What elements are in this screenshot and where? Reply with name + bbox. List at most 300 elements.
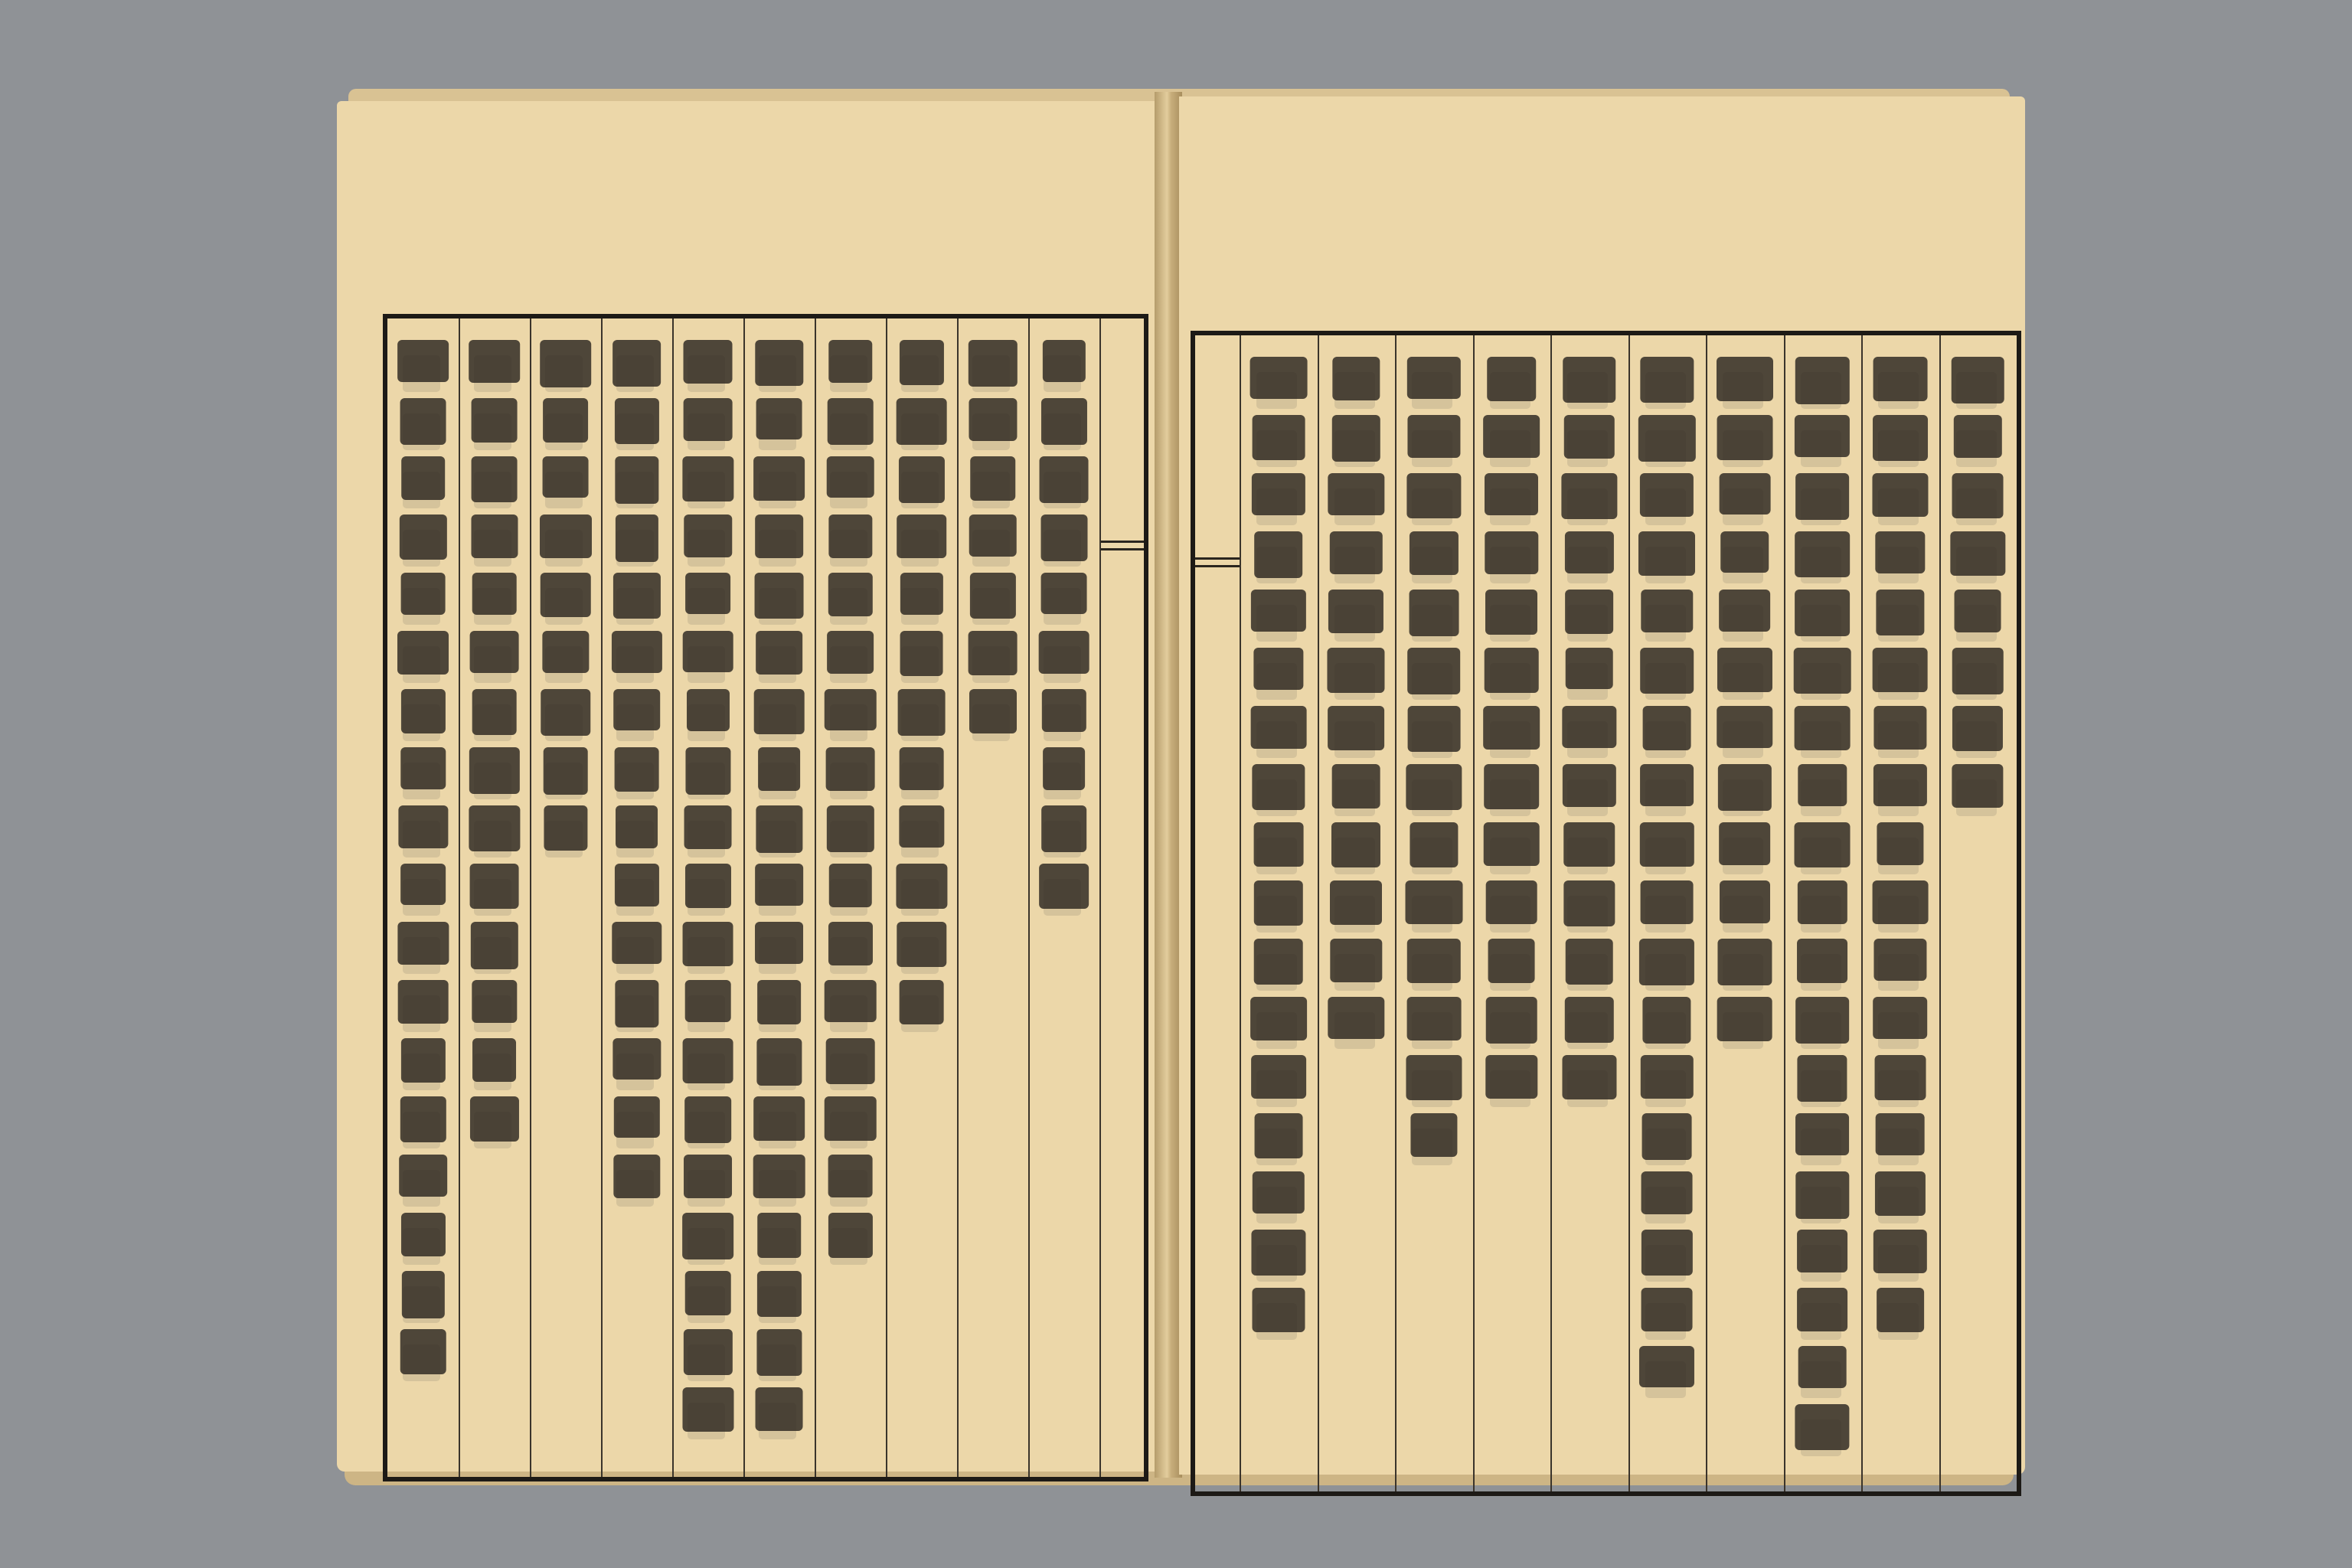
redacted-glyph — [541, 689, 590, 736]
redacted-glyph — [1039, 456, 1089, 503]
redacted-glyph — [1798, 880, 1847, 924]
redacted-glyph — [1407, 939, 1461, 983]
redacted-glyph — [1717, 706, 1773, 748]
redacted-glyph — [684, 805, 732, 849]
redacted-glyph — [1717, 997, 1772, 1041]
redacted-glyph — [1797, 1230, 1847, 1272]
redacted-glyph — [1640, 648, 1694, 694]
text-column — [1395, 335, 1473, 1491]
redacted-glyph — [1565, 997, 1614, 1043]
redacted-glyph — [1484, 764, 1539, 809]
redacted-glyph — [1639, 1346, 1694, 1387]
redacted-glyph — [1565, 590, 1614, 634]
redacted-glyph — [755, 1387, 803, 1431]
redacted-glyph — [1639, 939, 1694, 985]
redacted-glyph — [615, 514, 658, 562]
redacted-glyph — [1641, 1055, 1693, 1099]
redacted-glyph — [684, 864, 730, 908]
redacted-glyph — [400, 689, 445, 733]
redacted-glyph — [757, 1213, 802, 1258]
redacted-glyph — [1720, 880, 1770, 923]
redacted-glyph — [542, 631, 589, 673]
redacted-glyph — [900, 573, 942, 615]
redacted-glyph — [684, 980, 731, 1022]
redacted-glyph — [1251, 1055, 1306, 1099]
redacted-glyph — [684, 1155, 733, 1198]
redacted-glyph — [1485, 648, 1539, 693]
redacted-glyph — [1486, 1055, 1537, 1099]
redacted-glyph — [1254, 1113, 1302, 1158]
redacted-glyph — [542, 456, 589, 498]
redacted-glyph — [755, 864, 804, 906]
redacted-glyph — [1486, 880, 1537, 924]
redacted-glyph — [1642, 590, 1693, 632]
redacted-glyph — [1252, 473, 1305, 515]
redacted-glyph — [1951, 531, 2005, 576]
redacted-glyph — [1332, 764, 1380, 808]
redacted-glyph — [472, 689, 517, 735]
redacted-glyph — [543, 747, 588, 795]
redacted-glyph — [826, 805, 874, 852]
text-column — [1028, 318, 1099, 1477]
redacted-glyph — [1562, 1055, 1616, 1099]
redacted-glyph — [1640, 822, 1694, 867]
redacted-glyph — [683, 398, 733, 441]
text-column — [743, 318, 815, 1477]
redacted-glyph — [469, 747, 519, 794]
redacted-glyph — [1640, 764, 1694, 806]
redacted-glyph — [1407, 706, 1460, 752]
redacted-glyph — [1797, 939, 1847, 983]
redacted-glyph — [1641, 880, 1694, 924]
redacted-glyph — [824, 980, 877, 1022]
text-column — [886, 318, 957, 1477]
fold-separator-line — [1099, 318, 1101, 1477]
redacted-glyph — [1564, 415, 1615, 459]
redacted-glyph — [1563, 357, 1616, 403]
text-column — [1550, 335, 1628, 1491]
text-column — [672, 318, 743, 1477]
fold-marker-line — [1195, 557, 1240, 560]
redacted-glyph — [612, 922, 662, 964]
redacted-glyph — [469, 340, 521, 383]
redacted-glyph — [1483, 415, 1540, 458]
redacted-glyph — [1638, 415, 1695, 462]
redacted-glyph — [400, 398, 446, 445]
redacted-glyph — [1795, 706, 1851, 750]
redacted-glyph — [1332, 415, 1380, 462]
redacted-glyph — [1485, 473, 1538, 515]
redacted-glyph — [1328, 706, 1384, 750]
redacted-glyph — [1040, 398, 1086, 445]
redacted-glyph — [1798, 1346, 1847, 1388]
redacted-glyph — [1562, 706, 1616, 748]
redacted-glyph — [1407, 415, 1460, 458]
redacted-glyph — [1798, 764, 1847, 806]
redacted-glyph — [1795, 1113, 1849, 1155]
left-page-frame — [383, 314, 1148, 1481]
redacted-glyph — [1795, 822, 1851, 867]
redacted-glyph — [1638, 531, 1695, 576]
text-column — [1861, 335, 1939, 1491]
redacted-glyph — [828, 1155, 873, 1197]
redacted-glyph — [682, 922, 733, 966]
redacted-glyph — [1041, 689, 1086, 732]
redacted-glyph — [1877, 1288, 1924, 1332]
redacted-glyph — [615, 456, 658, 504]
redacted-glyph — [897, 514, 947, 558]
redacted-glyph — [1486, 997, 1537, 1044]
redacted-glyph — [828, 922, 872, 965]
redacted-glyph — [1331, 939, 1382, 982]
right-page — [1179, 96, 2025, 1475]
redacted-glyph — [754, 573, 804, 619]
redacted-glyph — [1333, 357, 1380, 400]
redacted-glyph — [540, 340, 592, 387]
redacted-glyph — [826, 456, 874, 498]
redacted-glyph — [1043, 747, 1086, 790]
redacted-glyph — [1795, 357, 1849, 404]
redacted-glyph — [471, 398, 518, 443]
redacted-glyph — [1795, 997, 1849, 1044]
redacted-glyph — [756, 805, 802, 853]
redacted-glyph — [1877, 822, 1923, 865]
redacted-glyph — [1874, 1055, 1926, 1100]
redacted-glyph — [1039, 864, 1089, 909]
redacted-glyph — [1040, 514, 1087, 561]
redacted-glyph — [1563, 764, 1616, 807]
redacted-glyph — [828, 573, 872, 616]
redacted-glyph — [1038, 631, 1089, 674]
redacted-glyph — [1253, 648, 1303, 690]
redacted-glyph — [897, 689, 946, 736]
redacted-glyph — [1795, 1404, 1850, 1450]
redacted-glyph — [757, 980, 802, 1024]
redacted-glyph — [469, 631, 519, 673]
redacted-glyph — [896, 864, 947, 909]
redacted-glyph — [612, 1038, 661, 1080]
redacted-glyph — [1952, 764, 2004, 808]
redacted-glyph — [756, 1271, 801, 1317]
redacted-glyph — [1717, 357, 1773, 401]
redacted-glyph — [827, 398, 874, 445]
redacted-glyph — [1565, 939, 1613, 985]
redacted-glyph — [824, 1096, 877, 1141]
redacted-glyph — [685, 573, 731, 614]
redacted-glyph — [1873, 939, 1926, 981]
redacted-glyph — [1642, 1171, 1693, 1214]
redacted-glyph — [1405, 880, 1462, 924]
redacted-glyph — [686, 689, 729, 731]
redacted-glyph — [1407, 648, 1461, 694]
redacted-glyph — [1952, 706, 2003, 751]
redacted-glyph — [756, 1038, 802, 1086]
redacted-glyph — [1873, 997, 1928, 1039]
redacted-glyph — [1251, 1230, 1305, 1276]
redacted-glyph — [684, 1271, 731, 1315]
redacted-glyph — [1719, 473, 1770, 514]
redacted-glyph — [544, 805, 587, 851]
redacted-glyph — [1643, 706, 1691, 750]
redacted-glyph — [1254, 880, 1303, 926]
redacted-glyph — [612, 573, 660, 619]
redacted-glyph — [1717, 415, 1772, 460]
text-column — [387, 318, 459, 1477]
text-column — [601, 318, 672, 1477]
redacted-glyph — [1795, 415, 1850, 457]
redacted-glyph — [612, 340, 662, 387]
redacted-glyph — [399, 1155, 448, 1197]
redacted-glyph — [397, 340, 449, 382]
redacted-glyph — [968, 340, 1017, 387]
redacted-glyph — [1952, 357, 2004, 403]
fold-label — [1099, 318, 1144, 1477]
redacted-glyph — [1876, 590, 1924, 635]
redacted-glyph — [472, 980, 517, 1023]
redacted-glyph — [1563, 822, 1615, 867]
redacted-glyph — [684, 1096, 732, 1143]
redacted-glyph — [400, 1096, 446, 1142]
redacted-glyph — [755, 514, 804, 558]
redacted-glyph — [1330, 531, 1382, 574]
book-gutter — [1155, 92, 1182, 1478]
redacted-glyph — [1330, 880, 1382, 925]
redacted-glyph — [1485, 590, 1537, 635]
redacted-glyph — [753, 456, 805, 501]
redacted-glyph — [1563, 880, 1615, 926]
redacted-glyph — [1484, 822, 1540, 866]
redacted-glyph — [1487, 357, 1536, 401]
fold-marker-line — [1195, 565, 1240, 567]
redacted-glyph — [1488, 939, 1535, 983]
text-column — [1939, 335, 2017, 1491]
redacted-glyph — [756, 631, 803, 675]
redacted-glyph — [1406, 764, 1462, 810]
redacted-glyph — [1406, 997, 1461, 1040]
redacted-glyph — [614, 747, 659, 792]
redacted-glyph — [899, 747, 944, 790]
redacted-glyph — [683, 1329, 732, 1375]
redacted-glyph — [1561, 473, 1617, 519]
redacted-glyph — [1873, 1230, 1927, 1273]
redacted-glyph — [1719, 822, 1771, 865]
redacted-glyph — [1718, 764, 1772, 811]
redacted-glyph — [1485, 531, 1538, 574]
redacted-glyph — [400, 864, 446, 905]
redacted-glyph — [969, 398, 1017, 441]
redacted-glyph — [1331, 822, 1380, 867]
redacted-glyph — [1252, 1288, 1305, 1332]
redacted-glyph — [614, 398, 658, 444]
redacted-glyph — [1250, 706, 1306, 749]
redacted-glyph — [471, 456, 518, 502]
redacted-glyph — [1040, 573, 1087, 614]
redacted-glyph — [397, 631, 449, 675]
redacted-glyph — [899, 805, 944, 848]
redacted-glyph — [1873, 706, 1926, 750]
redacted-glyph — [1794, 648, 1851, 694]
left-page — [337, 101, 1156, 1472]
redacted-glyph — [755, 922, 804, 964]
redacted-glyph — [828, 340, 872, 383]
redacted-glyph — [472, 1038, 517, 1082]
redacted-glyph — [1406, 1055, 1462, 1100]
redacted-glyph — [400, 1038, 445, 1083]
right-page-frame — [1191, 331, 2021, 1496]
redacted-glyph — [1410, 1113, 1457, 1157]
redacted-glyph — [613, 1096, 659, 1138]
redacted-glyph — [899, 340, 943, 385]
redacted-glyph — [1795, 473, 1849, 520]
redacted-glyph — [1642, 1113, 1692, 1160]
redacted-glyph — [471, 514, 518, 558]
redacted-glyph — [1873, 415, 1928, 461]
redacted-glyph — [1643, 997, 1691, 1044]
redacted-glyph — [613, 1155, 660, 1198]
redacted-glyph — [397, 980, 449, 1024]
redacted-glyph — [897, 922, 946, 967]
redacted-glyph — [1410, 531, 1459, 575]
redacted-glyph — [970, 456, 1016, 501]
redacted-glyph — [1717, 939, 1772, 985]
redacted-glyph — [1641, 357, 1694, 403]
redacted-glyph — [1406, 473, 1461, 518]
redacted-glyph — [1041, 805, 1087, 852]
redacted-glyph — [398, 805, 448, 848]
redacted-glyph — [1328, 997, 1384, 1039]
fold-label — [1195, 335, 1240, 1491]
redacted-glyph — [1954, 415, 2001, 458]
redacted-glyph — [1872, 473, 1928, 517]
redacted-glyph — [827, 631, 874, 674]
text-column — [1240, 335, 1318, 1491]
redacted-glyph — [969, 689, 1017, 733]
redacted-glyph — [758, 747, 801, 791]
redacted-glyph — [1328, 473, 1384, 515]
redacted-glyph — [1407, 357, 1461, 399]
redacted-glyph — [682, 1038, 733, 1083]
redacted-glyph — [401, 456, 446, 500]
redacted-glyph — [1872, 648, 1928, 692]
redacted-glyph — [469, 1096, 518, 1142]
redacted-glyph — [400, 1329, 446, 1374]
redacted-glyph — [685, 747, 730, 795]
redacted-glyph — [397, 922, 449, 965]
text-column — [1318, 335, 1396, 1491]
redacted-glyph — [539, 514, 591, 558]
left-page-columns — [387, 318, 1144, 1477]
redacted-glyph — [756, 398, 802, 439]
redacted-glyph — [1251, 590, 1306, 632]
redacted-glyph — [828, 864, 872, 907]
redacted-glyph — [1795, 590, 1850, 636]
fold-marker-line — [1099, 548, 1144, 550]
redacted-glyph — [1642, 1230, 1692, 1276]
redacted-glyph — [1875, 1171, 1926, 1216]
redacted-glyph — [1328, 648, 1385, 693]
redacted-glyph — [898, 456, 944, 503]
redacted-glyph — [1250, 357, 1307, 399]
redacted-glyph — [1252, 764, 1305, 810]
redacted-glyph — [1410, 822, 1458, 867]
redacted-glyph — [469, 864, 519, 909]
redacted-glyph — [753, 1155, 805, 1198]
redacted-glyph — [400, 747, 446, 789]
redacted-glyph — [1042, 340, 1085, 382]
redacted-glyph — [1565, 648, 1613, 689]
redacted-glyph — [401, 1271, 444, 1318]
redacted-glyph — [828, 514, 872, 558]
redacted-glyph — [1952, 473, 2004, 518]
redacted-glyph — [1252, 415, 1305, 460]
redacted-glyph — [1875, 531, 1925, 573]
redacted-glyph — [400, 1213, 445, 1256]
redacted-glyph — [1565, 531, 1614, 573]
text-column — [1784, 335, 1862, 1491]
redacted-glyph — [1253, 1171, 1305, 1214]
redacted-glyph — [684, 514, 732, 557]
redacted-glyph — [1796, 1171, 1849, 1219]
redacted-glyph — [1328, 590, 1383, 633]
redacted-glyph — [1873, 764, 1927, 806]
redacted-glyph — [1717, 648, 1772, 692]
redacted-glyph — [1253, 822, 1303, 867]
redacted-glyph — [1253, 939, 1303, 985]
redacted-glyph — [824, 689, 877, 730]
redacted-glyph — [1875, 1113, 1925, 1155]
redacted-glyph — [614, 864, 658, 906]
redacted-glyph — [1720, 531, 1769, 573]
redacted-glyph — [1873, 357, 1927, 401]
redacted-glyph — [899, 980, 944, 1024]
text-column — [1473, 335, 1551, 1491]
redacted-glyph — [1798, 1055, 1847, 1102]
fold-marker-line — [1099, 541, 1144, 543]
redacted-glyph — [399, 514, 446, 560]
text-column — [1628, 335, 1707, 1491]
text-column — [815, 318, 886, 1477]
redacted-glyph — [1797, 1288, 1847, 1331]
right-page-columns — [1195, 335, 2017, 1491]
redacted-glyph — [1409, 590, 1459, 636]
redacted-glyph — [682, 1213, 734, 1259]
redacted-glyph — [470, 922, 518, 969]
redacted-glyph — [616, 805, 658, 848]
redacted-glyph — [543, 398, 589, 443]
redacted-glyph — [828, 1213, 872, 1258]
redacted-glyph — [896, 398, 947, 445]
redacted-glyph — [756, 1329, 802, 1376]
redacted-glyph — [825, 1038, 875, 1084]
redacted-glyph — [1719, 590, 1771, 632]
redacted-glyph — [1483, 706, 1540, 750]
redacted-glyph — [400, 573, 446, 615]
redacted-glyph — [755, 340, 803, 386]
redacted-glyph — [1250, 997, 1307, 1040]
redacted-glyph — [969, 573, 1015, 619]
redacted-glyph — [1254, 531, 1303, 578]
redacted-glyph — [900, 631, 943, 676]
redacted-glyph — [1795, 531, 1850, 577]
redacted-glyph — [1952, 648, 2004, 694]
text-column — [530, 318, 601, 1477]
redacted-glyph — [540, 573, 591, 617]
text-column — [957, 318, 1028, 1477]
redacted-glyph — [613, 689, 661, 730]
redacted-glyph — [615, 980, 658, 1027]
redacted-glyph — [968, 631, 1018, 675]
redacted-glyph — [1640, 473, 1694, 517]
